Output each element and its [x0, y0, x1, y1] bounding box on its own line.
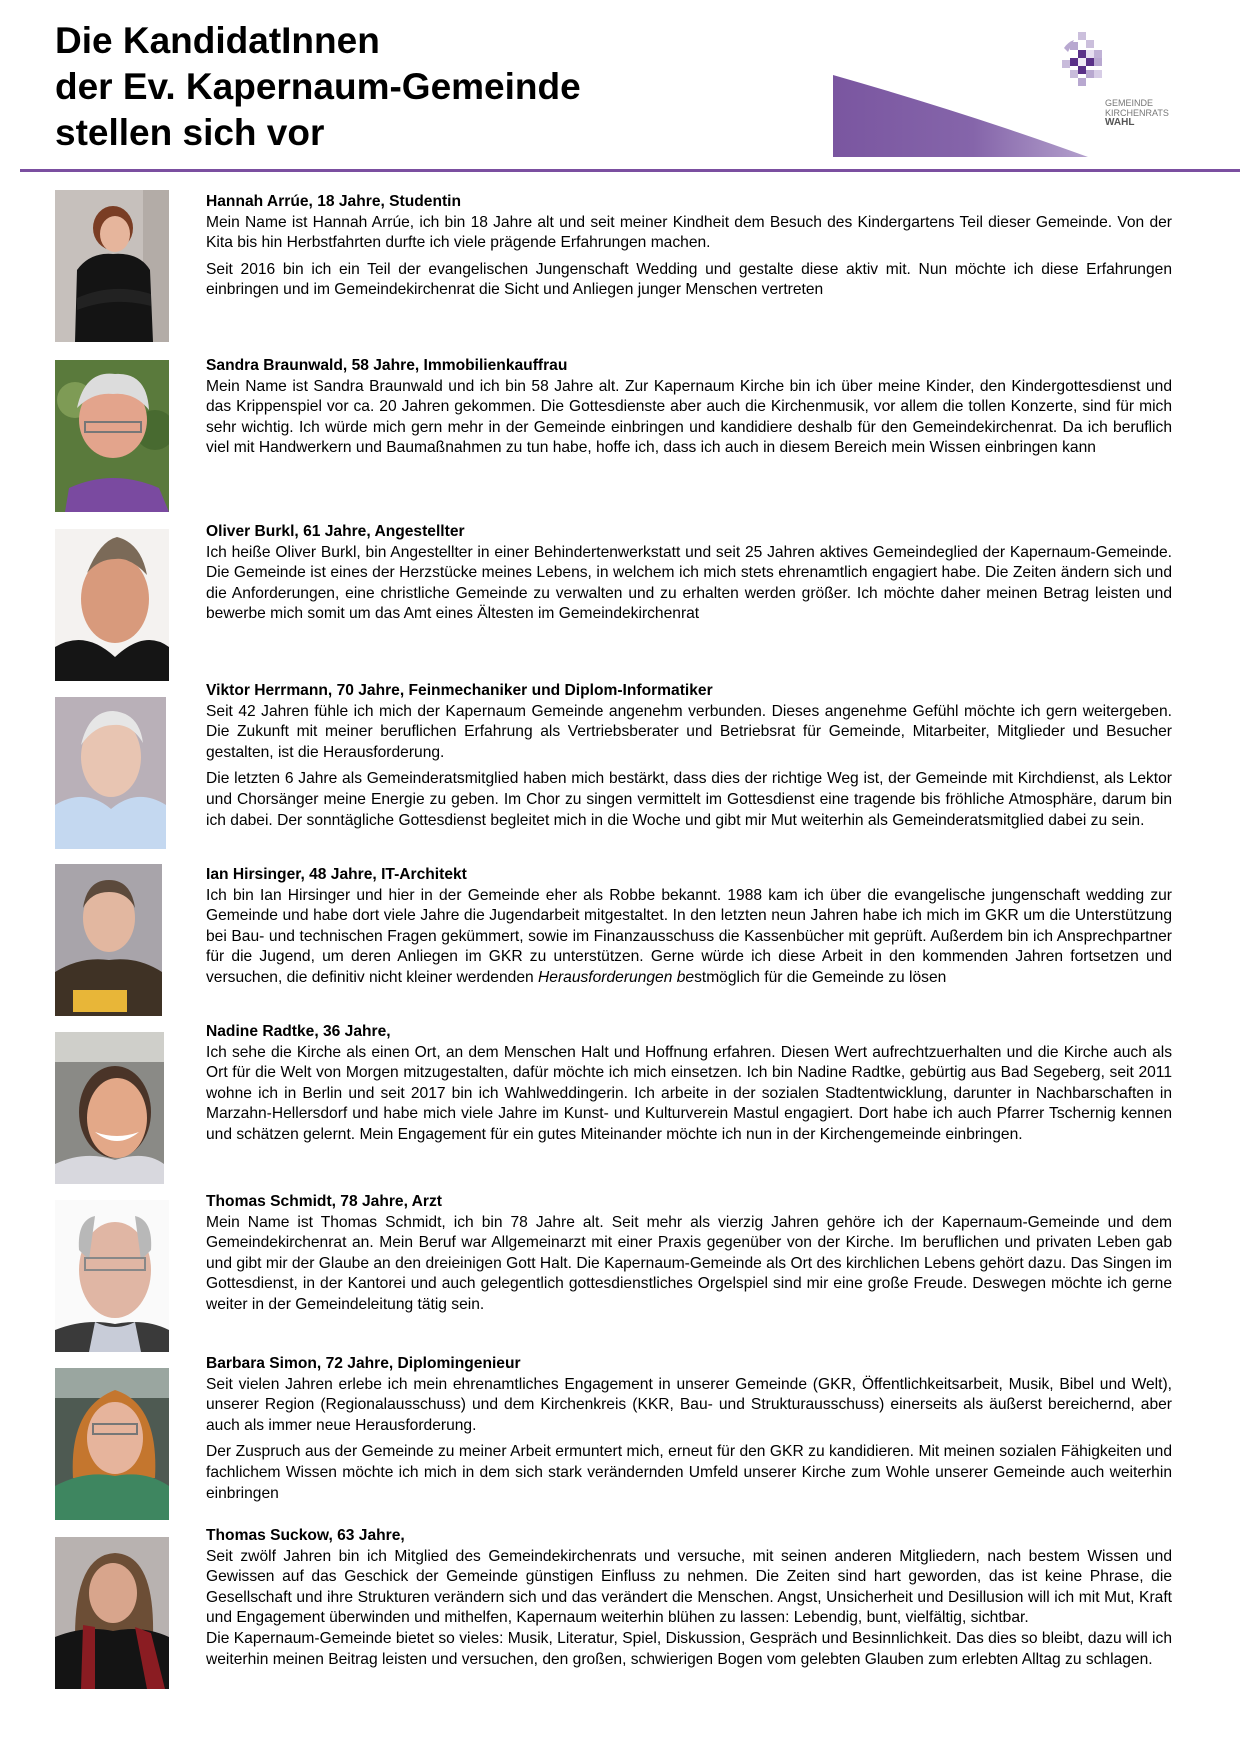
candidate-name: Nadine Radtke, 36 Jahre,	[206, 1023, 391, 1040]
title-line: der Ev. Kapernaum-Gemeinde	[55, 66, 581, 107]
candidate-entry	[206, 1192, 1172, 1316]
candidate-photo	[55, 1368, 169, 1520]
logo-line: KIRCHENRATS	[1105, 108, 1169, 118]
candidate-photo	[55, 1537, 169, 1689]
candidate-paragraph: Der Zuspruch aus der Gemeinde zu meiner Arbeit ermuntert mich, erneut für den GKR zu kandidieren. Mit meinen sozialen Fähigkeiten und fachlichem Wissen möchte ich mich in dem sich stark verändernden Umfeld unserer Kirche zum Wohle unserer Gemeinde auch weiterhin einbringen	[206, 1443, 1172, 1502]
title-line: Die KandidatInnen	[55, 20, 380, 61]
paragraph-text: Ich bin Ian Hirsinger und hier in der Gemeinde eher als Robbe bekannt. 1988 kam ich über die evangelische jungenschaft wedding zur Gemeinde und habe dort viele Jahre die Jugendarbeit mitgestaltet. In den letzten neun Jahren habe ich mich im GKR um die Unterstützung bei Bau- und technischen Fragen gekümmert, sowie im Finanzausschuss die Kassenbücher mit geprüft. Außerdem bin ich Ansprechpartner für die Jugend, um deren Anliegen im GKR zu unterstützen. Gerne würde ich diese Arbeit in den kommenden Jahren fortsetzen und versuchen, die definitiv nicht kleiner werdenden	[206, 886, 1172, 986]
candidate-entry	[206, 1022, 1172, 1146]
candidate-paragraph: Seit 42 Jahren fühle ich mich der Kapernaum Gemeinde angenehm verbunden. Dieses angenehme Gefühl möchte ich gern weitergeben. Die Zukunft mit meiner beruflichen Erfahrung als Vertriebsberater und Betriebsrat für Gemeinde, Mitarbeiter, Mitglieder und Besucher gestalten, ist die Herausforderung.	[206, 702, 1172, 761]
candidate-paragraph: Seit zwölf Jahren bin ich Mitglied des Gemeindekirchenrats und versuche, mit seinen anderen Mitgliedern, nach bestem Wissen und Gewissen auf das Geschick der Gemeinde günstigen Einfluss zu nehmen. Die Zeiten sind hart geworden, das ist keine Phrase, die Gesellschaft und ihre Strukturen verändern sich und das verändert die Menschen. Angst, Unsicherheit und Desillusion will ich mit Mut, Kraft und Engagement überwinden und mithelfen, Kapernaum weiterhin blühen zu lassen: Lebendig, bunt, vielfältig, sichtbar.	[206, 1547, 1172, 1627]
candidate-entry	[206, 1526, 1172, 1670]
candidate-name: Thomas Suckow, 63 Jahre,	[206, 1527, 405, 1544]
candidate-paragraph: Mein Name ist Sandra Braunwald und ich bin 58 Jahre alt. Zur Kapernaum Kirche bin ich über meine Kinder, den Kindergottesdienst und das Krippenspiel vor ca. 20 Jahren gekommen. Die Gottesdienste aber auch die Kirchenmusik, vor allem die tollen Konzerte, sind für mich sehr wichtig. Ich würde mich gern mehr in der Gemeinde einbringen und kandidiere deshalb für den Gemeindekirchenrat. Da ich beruflich viel mit Handwerkern und Baumaßnahmen zu tun habe, hoffe ich, dass ich auch in diesem Bereich mein Wissen einbringen kann	[206, 377, 1172, 457]
logo-text	[1105, 98, 1169, 128]
candidate-photo	[55, 1032, 164, 1184]
paragraph-tail: stmöglich für die Gemeinde zu lösen	[694, 968, 947, 986]
candidate-name: Hannah Arrúe, 18 Jahre, Studentin	[206, 193, 462, 210]
candidate-photo	[55, 360, 169, 512]
candidate-name: Sandra Braunwald, 58 Jahre, Immobilienkauffrau	[206, 357, 568, 374]
candidate-photo	[55, 529, 169, 681]
logo-line: WAHL	[1105, 117, 1135, 128]
candidate-paragraph: Seit vielen Jahren erlebe ich mein ehrenamtliches Engagement in unserer Gemeinde (GKR, Öffentlichkeitsarbeit, Musik, Bibel und Welt), unserer Region (Regionalausschuss) und dem Kirchenkreis (KKR, Bau- und Strukturausschuss) einerseits als äußerst bereichernd, aber auch als immer neue Herausforderung.	[206, 1375, 1172, 1434]
candidate-photo	[55, 864, 162, 1016]
candidate-name: Barbara Simon, 72 Jahre, Diplomingenieur	[206, 1355, 521, 1372]
candidate-entry	[206, 192, 1172, 301]
candidate-paragraph: Ich heiße Oliver Burkl, bin Angestellter in einer Behindertenwerkstatt und seit 25 Jahren aktives Gemeindeglied der Kapernaum-Gemeinde. Die Gemeinde ist eines der Herzstücke meines Lebens, in welchem ich mich stets ehrenamtlich engagiert habe. Die Zeiten ändern sich und die Anforderungen, eine christliche Gemeinde zu verwalten und zu erhalten werden größer. Ich möchte daher meinen Betrag leisten und bewerbe mich somit um das Amt eines Ältesten im Gemeindekirchenrat	[206, 543, 1172, 623]
italic-word: Herausforderungen be	[538, 968, 695, 986]
church-council-election-logo	[1050, 30, 1130, 100]
candidate-entry	[206, 356, 1172, 459]
title-line: stellen sich vor	[55, 112, 325, 153]
candidate-name: Viktor Herrmann, 70 Jahre, Feinmechaniker und Diplom-Informatiker	[206, 682, 713, 699]
candidate-name: Thomas Schmidt, 78 Jahre, Arzt	[206, 1193, 442, 1210]
candidate-name: Ian Hirsinger, 48 Jahre, IT-Architekt	[206, 866, 467, 883]
candidate-photo	[55, 190, 169, 342]
candidate-paragraph: Mein Name ist Thomas Schmidt, ich bin 78 Jahre alt. Seit mehr als vierzig Jahren gehöre ich der Kapernaum-Gemeinde und dem Gemeindekirchenrat an. Mein Beruf war Allgemeinarzt mit einer Praxis gegenüber von der Kirche. Im beruflichen und privaten Leben gab und gibt mir der Glaube an den dreieinigen Gott Halt. Die Kapernaum-Gemeinde als Ort des kirchlichen Lebens gehört dazu. Das Singen im Gottesdienst, in der Kantorei und auch gelegentlich gottesdienstliches Orgelspiel sind mir eine große Freude. Deswegen möchte ich gerne weiter in der Gemeindeleitung tätig sein.	[206, 1213, 1172, 1313]
candidate-paragraph: Die letzten 6 Jahre als Gemeinderatsmitglied haben mich bestärkt, dass dies der richtige Weg ist, der Gemeinde mit Kirchdienst, als Lektor und Chorsänger meine Energie zu geben. Im Chor zu singen vermittelt im Gottesdienst eine tragende bis fröhliche Atmosphäre, darum bin ich dabei. Der sonntägliche Gottesdienst begleitet mich in die Woche und gibt mir Mut weiterhin als Gemeinderatsmitglied dabei zu sein.	[206, 770, 1172, 829]
candidate-entry	[206, 865, 1172, 989]
candidate-entry	[206, 1354, 1172, 1504]
logo-line: GEMEINDE	[1105, 98, 1154, 108]
candidate-paragraph: Mein Name ist Hannah Arrúe, ich bin 18 Jahre alt und seit meiner Kindheit dem Besuch des Kindergartens Teil dieser Gemeinde. Von der Kita bis hin Herbstfahrten durfte ich viele prägende Erfahrungen machen.	[206, 213, 1172, 252]
candidate-paragraph: Ich sehe die Kirche als einen Ort, an dem Menschen Halt und Hoffnung erfahren. Diesen Wert aufrechtzuerhalten und die Kirche auch als Ort für die Welt von Morgen mitzugestalten, dafür möchte ich mich einsetzen. Ich bin Nadine Radtke, gebürtig aus Bad Segeberg, seit 2011 wohne ich in Berlin und seit 2017 bin ich Wahlweddingerin. Ich arbeite in der sozialen Stadtentwicklung, darunter in Nachbarschaften in Marzahn-Hellersdorf und habe mich viele Jahre im Kunst- und Kulturverein Mastul engagiert. Dort habe ich auch Pfarrer Tschernig kennen und schätzen gelernt. Mein Engagement für ein gutes Miteinander möchte ich nun in der Kirchengemeinde einbringen.	[206, 1043, 1172, 1143]
page-title	[55, 18, 581, 156]
candidate-name: Oliver Burkl, 61 Jahre, Angestellter	[206, 523, 465, 540]
candidate-paragraph	[206, 886, 1172, 989]
candidate-paragraph: Die Kapernaum-Gemeinde bietet so vieles: Musik, Literatur, Spiel, Diskussion, Gespräch und Besinnlichkeit. Das dies so bleibt, dazu will ich weiterhin meinen Beitrag leisten und versuchen, den großen, schwierigen Bogen vom gelebten Glauben zum erlebten Alltag zu schlagen.	[206, 1629, 1172, 1668]
candidate-photo	[55, 1200, 169, 1352]
candidate-entry	[206, 522, 1172, 625]
candidate-photo	[55, 697, 166, 849]
candidate-paragraph: Seit 2016 bin ich ein Teil der evangelischen Jungenschaft Wedding und gestalte diese aktiv mit. Nun möchte ich diese Erfahrungen einbringen und im Gemeindekirchenrat die Sicht und Anliegen junger Menschen vertreten	[206, 260, 1172, 299]
header-divider	[20, 169, 1240, 172]
candidate-entry	[206, 681, 1172, 831]
